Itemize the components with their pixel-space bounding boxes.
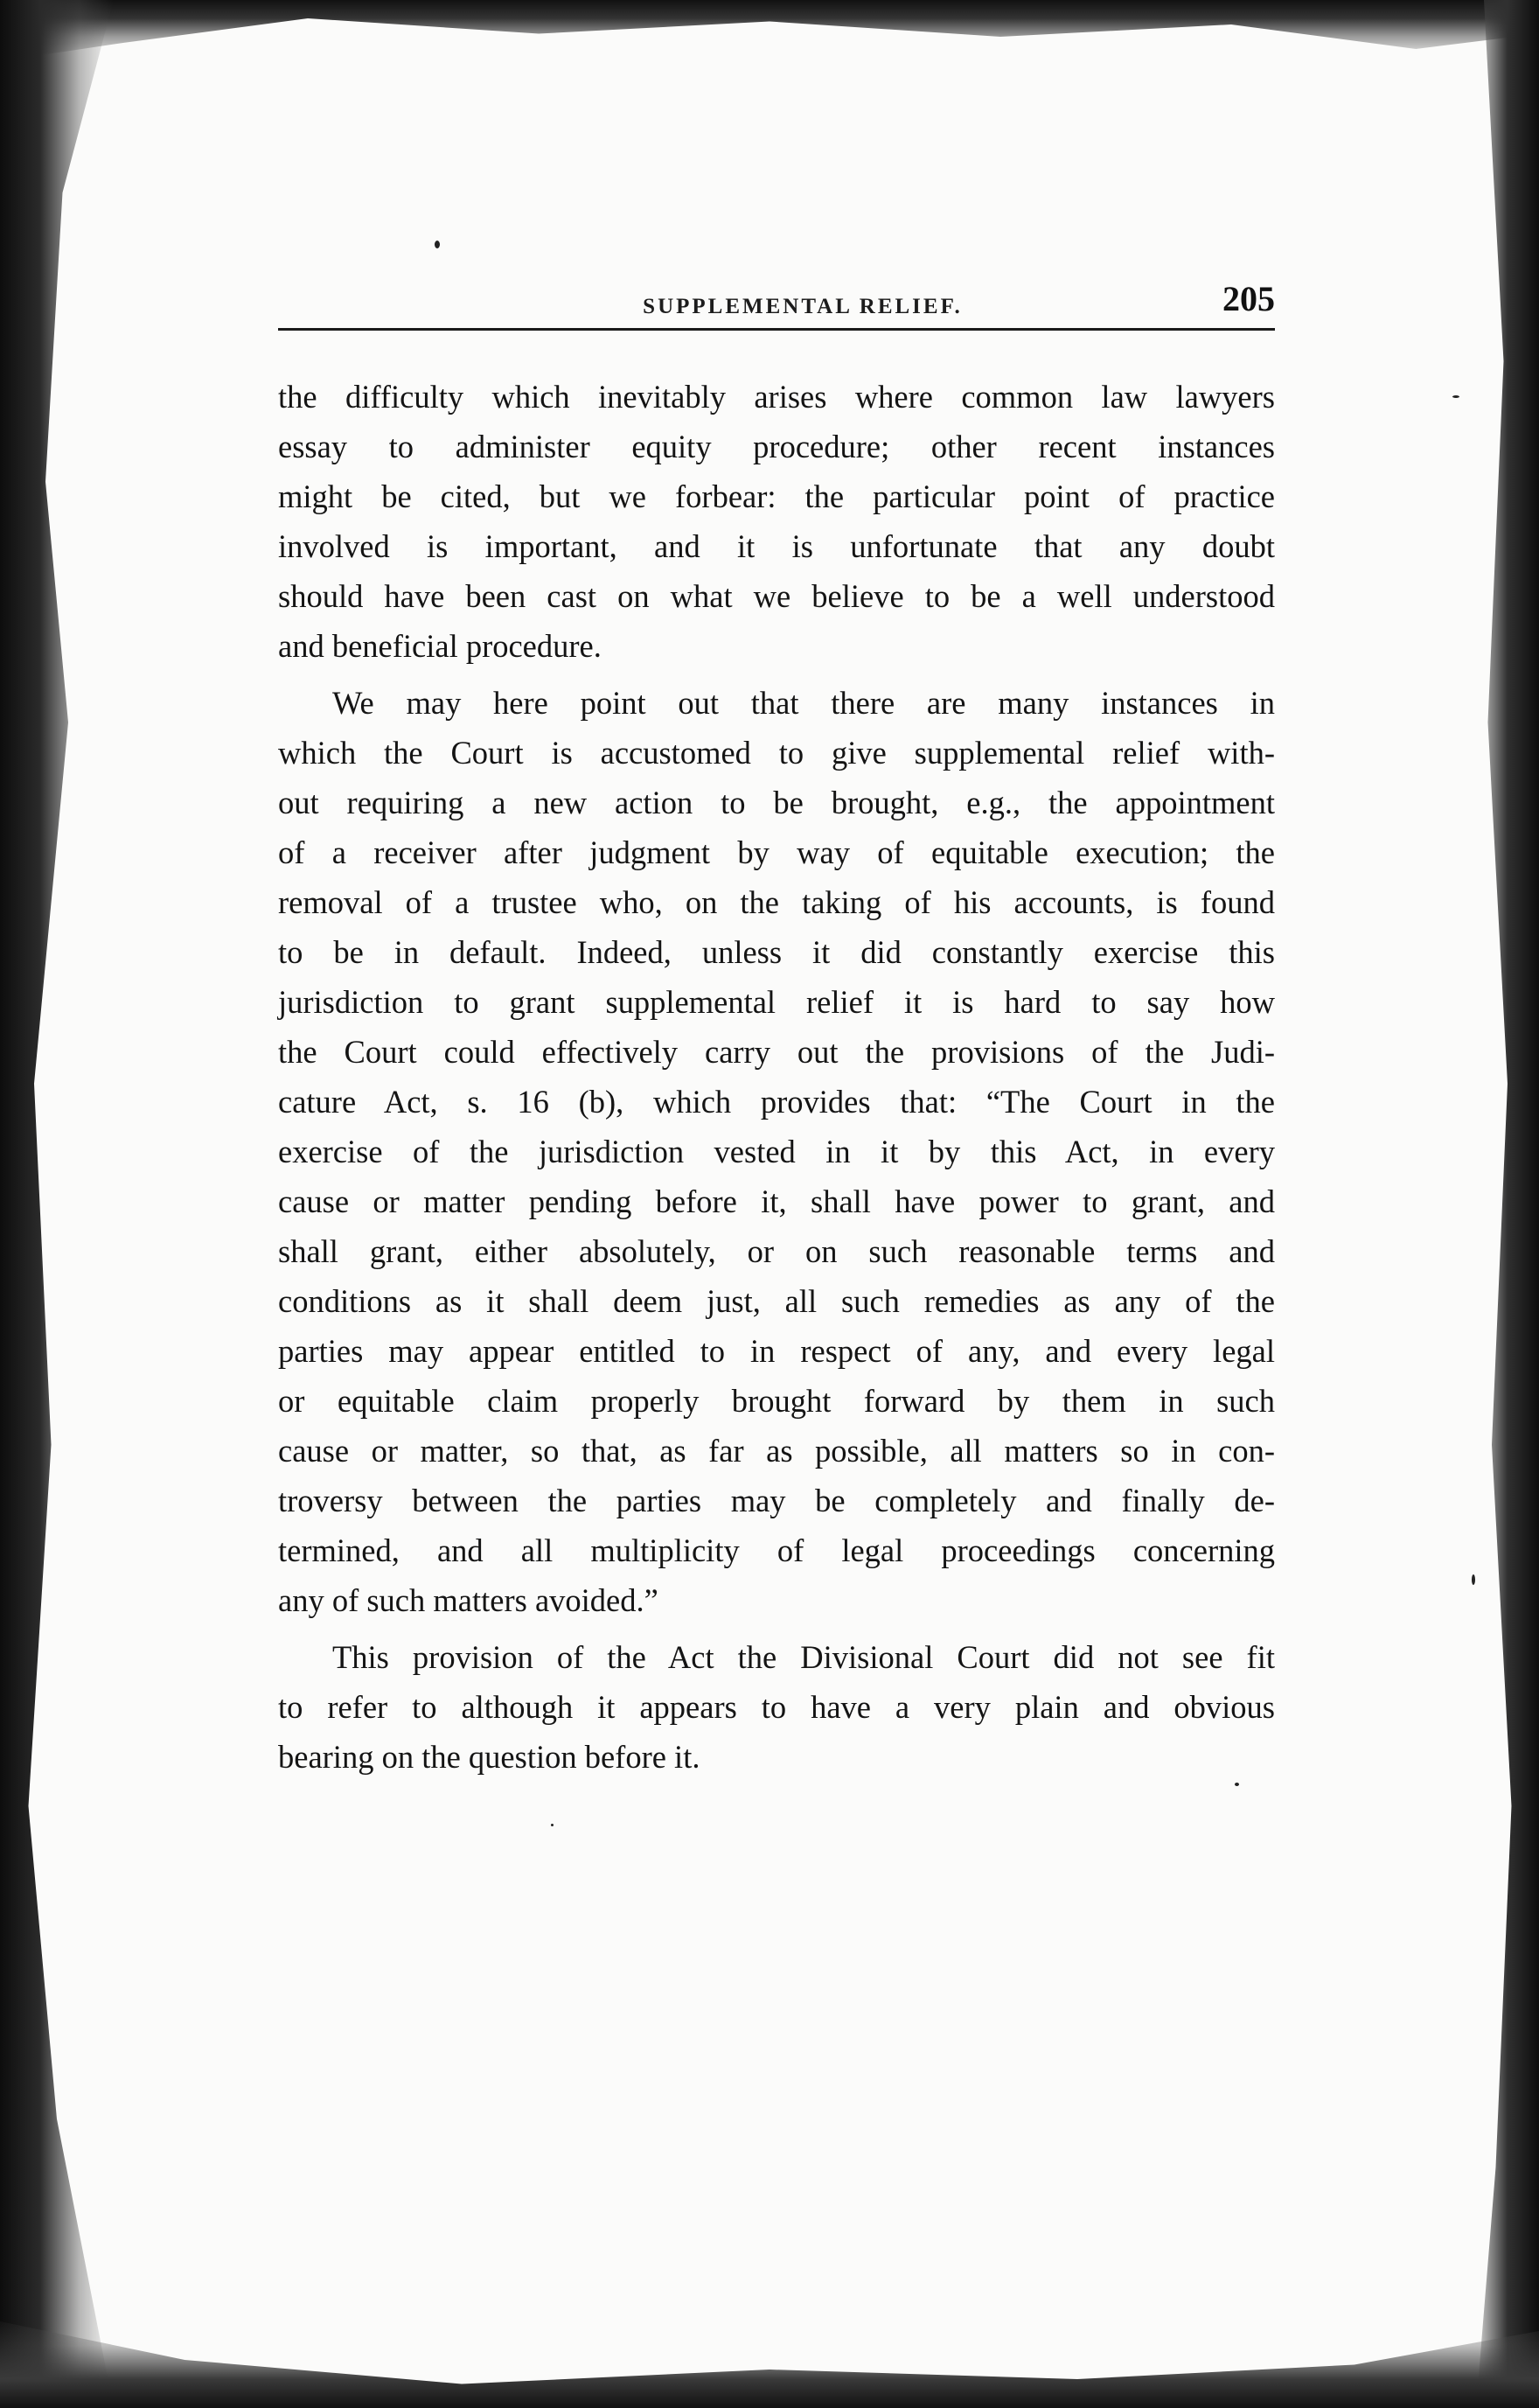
text-line: bearing on the question before it. (278, 1739, 700, 1775)
text-line: troversy between the parties may be completely and finally de- (278, 1483, 1275, 1518)
text-line: should have been cast on what we believe to be a well understood (278, 578, 1275, 614)
text-line: might be cited, but we forbear: the particular point of practice (278, 478, 1275, 514)
text-line: the difficulty which inevitably arises where common law lawyers (278, 379, 1275, 415)
text-line: to be in default. Indeed, unless it did constantly exercise this (278, 934, 1275, 970)
text-line: to refer to although it appears to have a very plain and obvious (278, 1689, 1275, 1725)
running-head (278, 278, 1275, 331)
text-line: the Court could effectively carry out the provisions of the Judi- (278, 1034, 1275, 1070)
text-line: cature Act, s. 16 (b), which provides that: “The Court in the (278, 1084, 1275, 1120)
text-line: essay to administer equity procedure; other recent instances (278, 429, 1275, 464)
running-title: SUPPLEMENTAL RELIEF. (643, 295, 963, 318)
scan-edge-top (0, 0, 1539, 61)
text-line: jurisdiction to grant supplemental relief it is hard to say how (278, 984, 1275, 1020)
scan-edge-right (1460, 0, 1539, 2408)
paragraph (278, 372, 1275, 671)
text-line: This provision of the Act the Divisional Court did not see fit (332, 1639, 1275, 1675)
text-line: any of such matters avoided.” (278, 1582, 658, 1618)
text-line: removal of a trustee who, on the taking of his accounts, is found (278, 884, 1275, 920)
text-line: involved is important, and it is unfortunate that any doubt (278, 528, 1275, 564)
scan-speck (1452, 395, 1459, 398)
text-line: termined, and all multiplicity of legal proceedings concerning (278, 1532, 1275, 1568)
scan-speck (1472, 1574, 1475, 1585)
scan-speck (551, 1824, 554, 1826)
scan-speck (1235, 1783, 1239, 1786)
text-line: parties may appear entitled to in respect of any, and every legal (278, 1333, 1275, 1369)
page-number: 205 (1222, 279, 1275, 318)
text-line: and beneficial procedure. (278, 628, 602, 664)
paragraph (278, 1632, 1275, 1782)
paragraph-gap (278, 1625, 1275, 1632)
scan-speck (435, 241, 440, 248)
text-line: which the Court is accustomed to give supplemental relief with- (278, 735, 1275, 771)
text-line: conditions as it shall deem just, all such remedies as any of the (278, 1283, 1275, 1319)
body-text (278, 372, 1275, 1782)
text-line: cause or matter, so that, as far as possible, all matters so in con- (278, 1433, 1275, 1469)
scan-edge-bottom (0, 2312, 1539, 2408)
text-line: cause or matter pending before it, shall have power to grant, and (278, 1183, 1275, 1219)
text-line: exercise of the jurisdiction vested in it by this Act, in every (278, 1134, 1275, 1169)
paragraph-gap (278, 671, 1275, 678)
text-line: shall grant, either absolutely, or on such reasonable terms and (278, 1233, 1275, 1269)
scan-edge-left (0, 0, 114, 2408)
text-line: or equitable claim properly brought forward by them in such (278, 1383, 1275, 1419)
text-line: of a receiver after judgment by way of equitable execution; the (278, 834, 1275, 870)
text-line: out requiring a new action to be brought, e.g., the appointment (278, 785, 1275, 820)
text-line: We may here point out that there are many instances in (332, 685, 1275, 721)
paragraph (278, 678, 1275, 1625)
